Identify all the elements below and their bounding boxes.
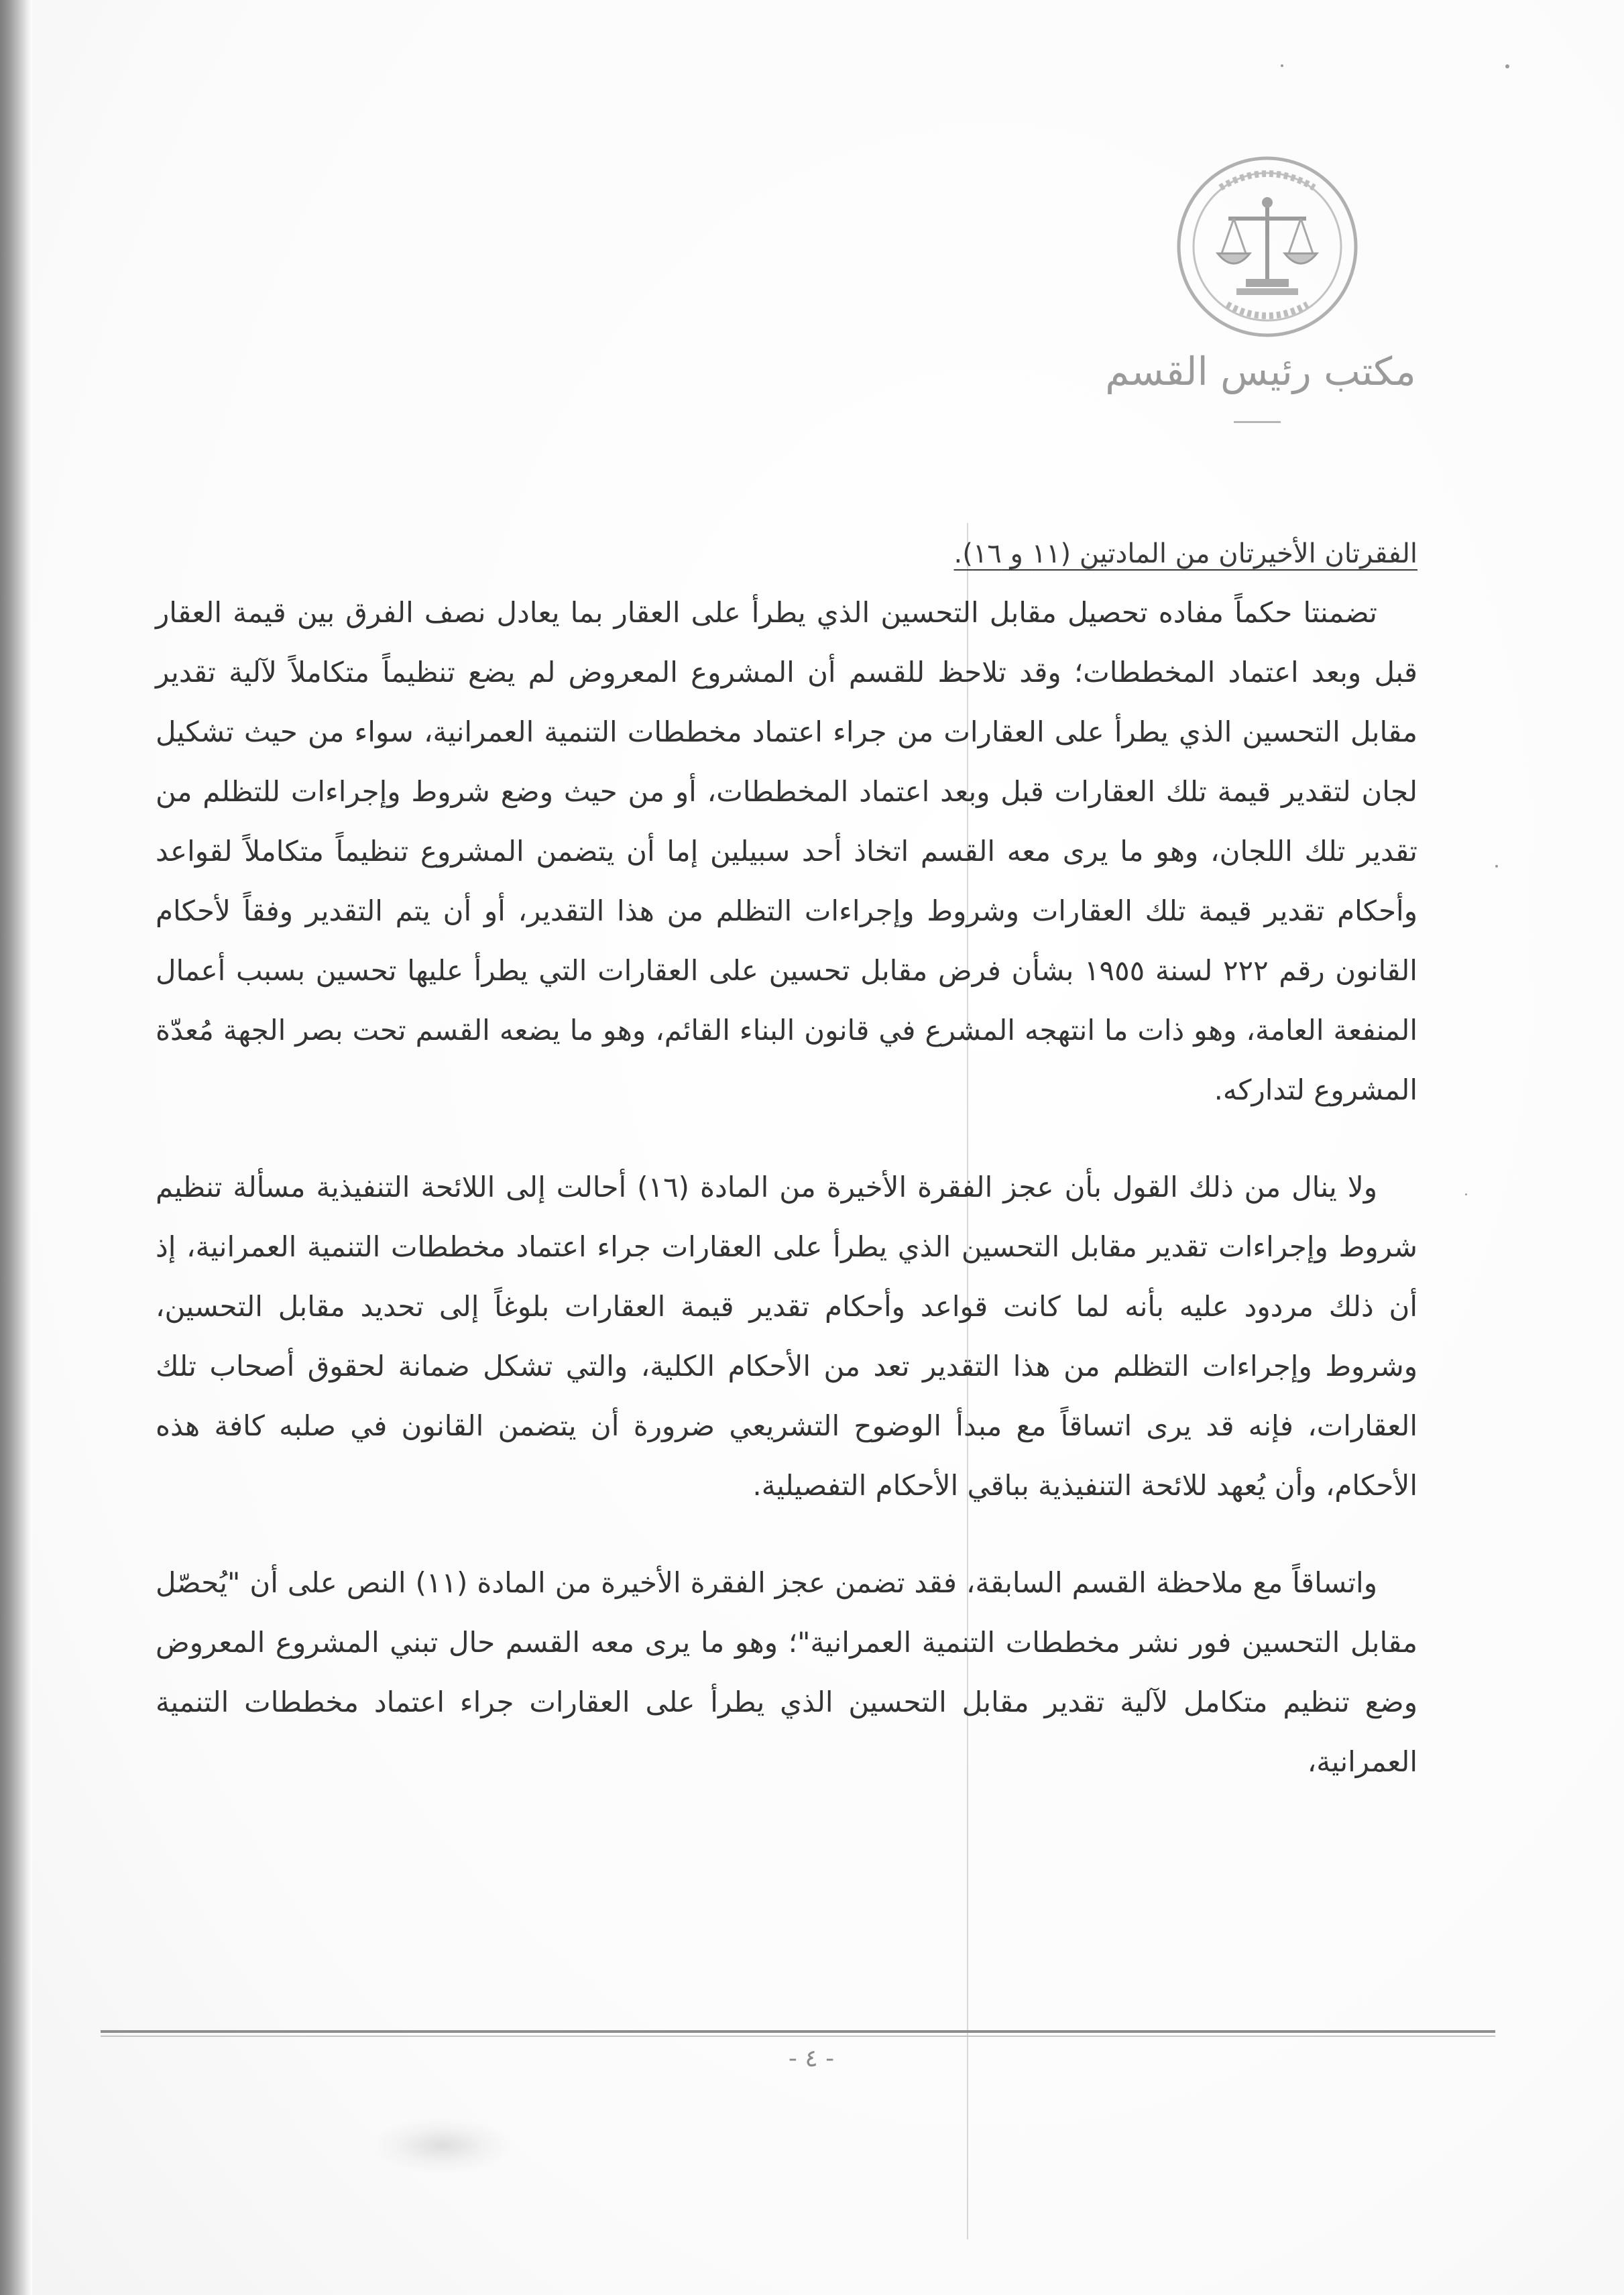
scan-speck — [1505, 64, 1509, 68]
scan-speck — [1465, 1193, 1467, 1195]
office-title-underline — [1234, 421, 1281, 423]
paragraph-3: واتساقاً مع ملاحظة القسم السابقة، فقد تضمن عجز الفقرة الأخيرة من المادة (١١) النص على أن "يُحصّل مقابل التحسين فور نشر مخططات التنمية العمرانية"؛ وهو ما يرى معه القسم حال تبني المشروع المعروض وضع تنظيم متكامل لآلية تقدير مقابل التحسين الذي يطرأ على العقارات جراء اعتماد مخططات التنمية العمرانية، — [156, 1566, 1417, 1778]
section-heading: الفقرتان الأخيرتان من المادتين (١١ و ١٦). — [953, 538, 1417, 569]
office-title: مكتب رئيس القسم — [1105, 349, 1416, 394]
scan-binding-edge — [0, 0, 32, 2295]
scales-of-justice-seal-icon — [1167, 146, 1368, 347]
paragraph-2: ولا ينال من ذلك القول بأن عجز الفقرة الأخيرة من المادة (١٦) أحالت إلى اللائحة التنفيذية مسألة تنظيم شروط وإجراءات تقدير مقابل التحسين الذي يطرأ على العقارات جراء اعتماد مخططات التنمية العمرانية، إذ أن ذلك مردود عليه بأنه لما كانت قواعد وأحكام تقدير قيمة العقارات بلوغاً إلى تحديد مقابل التحسين، وشروط وإجراءات التظلم من هذا التقدير تعد من الأحكام الكلية، والتي تشكل ضمانة لحقوق أصحاب تلك العقارات، فإنه قد يرى اتساقاً مع مبدأ الوضوح التشريعي ضرورة أن يتضمن القانون في صلبه كافة هذه الأحكام، وأن يُعهد للائحة التنفيذية بباقي الأحكام التفصيلية. — [156, 1171, 1417, 1502]
paragraph-1: تضمنتا حكماً مفاده تحصيل مقابل التحسين الذي يطرأ على العقار بما يعادل نصف الفرق بين قيمة العقار قبل وبعد اعتماد المخططات؛ وقد تلاحظ للقسم أن المشروع المعروض لم يضع تنظيماً متكاملاً لآلية تقدير مقابل التحسين الذي يطرأ على العقارات من جراء اعتماد مخططات التنمية العمرانية، سواء من حيث تشكيل لجان لتقدير قيمة تلك العقارات قبل وبعد اعتماد المخططات، أو من حيث وضع شروط وإجراءات للتظلم من تقدير تلك اللجان، وهو ما يرى معه القسم اتخاذ أحد سبيلين إما أن يتضمن المشروع تنظيماً متكاملاً لقواعد وأحكام تقدير قيمة تلك العقارات وشروط وإجراءات التظلم من هذا التقدير، أو أن يتم التقدير وفقاً لأحكام القانون رقم ٢٢٢ لسنة ١٩٥٥ بشأن فرض مقابل تحسين على العقارات التي يطرأ عليها تحسين بسبب أعمال المنفعة العامة، وهو ذات ما انتهجه المشرع في قانون البناء القائم، وهو ما يضعه القسم تحت بصر الجهة مُعدّة المشروع لتداركه. — [156, 596, 1417, 1106]
scan-smudge — [375, 2119, 510, 2172]
document-body — [156, 523, 1417, 1791]
page-number: - ٤ - — [788, 2045, 835, 2072]
footer-rule-secondary — [101, 2036, 1495, 2037]
footer-rule — [101, 2030, 1495, 2033]
scan-speck — [1281, 64, 1283, 67]
scan-speck — [1495, 865, 1498, 868]
